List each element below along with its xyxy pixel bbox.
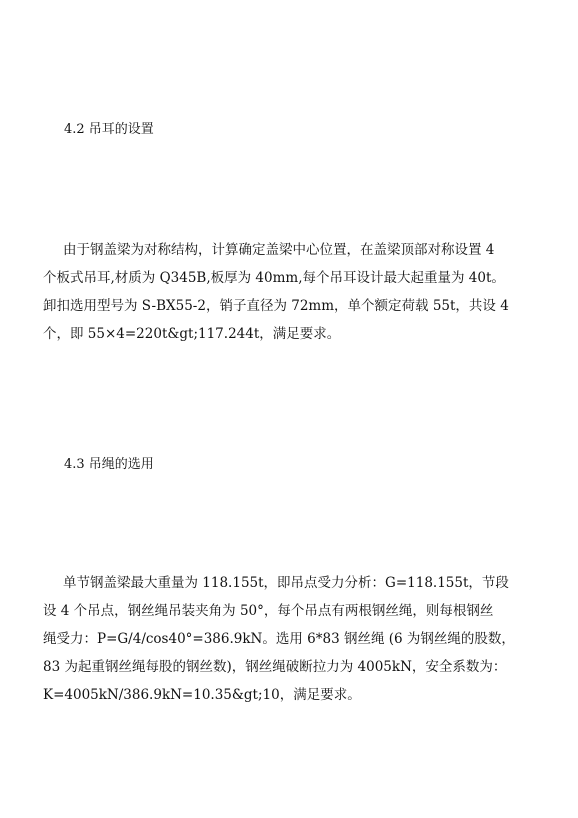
paragraph-line: 绳受力：P=G/4/cos40°=386.9kN。选用 6*83 钢丝绳 (6 为钢丝绳的股数， <box>43 631 515 647</box>
paragraph-line: K=4005kN/386.9kN=10.35&gt;10，满足要求。 <box>43 687 361 703</box>
paragraph-line: 单节钢盖梁最大重量为 118.155t，即吊点受力分析：G=118.155t，节段 <box>63 575 509 591</box>
paragraph-line: 个板式吊耳,材质为 Q345B,板厚为 40mm,每个吊耳设计最大起重量为 40t。 <box>43 270 505 286</box>
paragraph-line: 设 4 个吊点，钢丝绳吊装夹角为 50°，每个吊点有两根钢丝绳，则每根钢丝 <box>43 603 494 619</box>
paragraph-line: 卸扣选用型号为 S-BX55-2，销子直径为 72mm，单个额定荷载 55t，共设 4 <box>43 298 509 314</box>
section-4-2-paragraph <box>43 236 563 348</box>
section-4-2-heading: 4.2 吊耳的设置 <box>64 122 154 137</box>
paragraph-line: 83 为起重钢丝绳每股的钢丝数)，钢丝绳破断拉力为 4005kN，安全系数为： <box>43 659 507 675</box>
paragraph-line: 个，即 55×4=220t&gt;117.244t，满足要求。 <box>43 326 341 342</box>
section-4-3-paragraph <box>43 569 563 709</box>
paragraph-line: 由于钢盖梁为对称结构，计算确定盖梁中心位置，在盖梁顶部对称设置 4 <box>63 242 495 258</box>
section-4-3-heading: 4.3 吊绳的选用 <box>64 457 154 472</box>
